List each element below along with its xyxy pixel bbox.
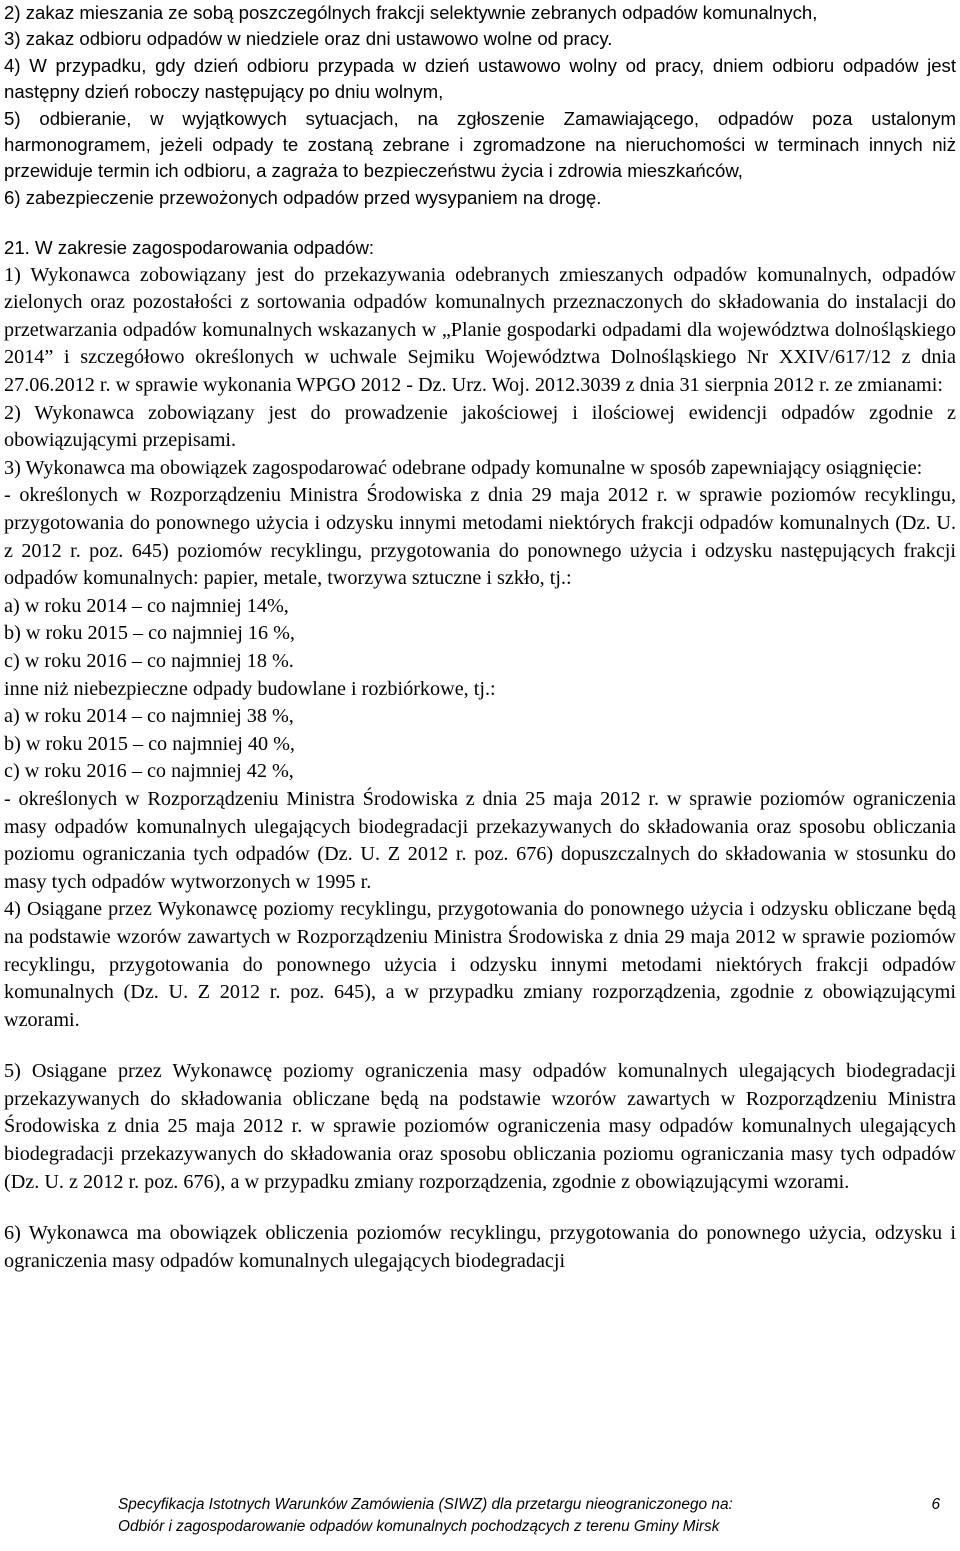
paragraph-item-5: 5) odbieranie, w wyjątkowych sytuacjach, na zgłoszenie Zamawiającego, odpadów poza ustalonym harmonogramem, jeżeli odpady te zostaną zebrane i zgromadzone na nieruchomości w terminach innych niż przewiduje termin ich odbioru, a zagraża to bezpieczeństwu życia i zdrowia mieszkańców, [4, 107, 956, 182]
paragraph-21-item-2: 2) Wykonawca zobowiązany jest do prowadzenie jakościowej i ilościowej ewidencji odpadów zgodnie z obowiązującymi przepisami. [4, 401, 956, 452]
footer-line-1: Specyfikacja Istotnych Warunków Zamówienia (SIWZ) dla przetargu nieograniczonego na: [118, 1496, 733, 1513]
page-number: 6 [931, 1496, 940, 1513]
footer-line-2: Odbiór i zagospodarowanie odpadów komunalnych pochodzących z terenu Gminy Mirsk [118, 1518, 720, 1535]
page-footer [118, 1494, 948, 1538]
paragraph-item-2: 2) zakaz mieszania ze sobą poszczególnych frakcji selektywnie zebranych odpadów komunalnych, [4, 2, 818, 23]
paragraph-21-item-5: 5) Osiągane przez Wykonawcę poziomy ograniczenia masy odpadów komunalnych ulegających biodegradacji przekazywanych do składowania obliczane będą na podstawie wzorów zawartych w Rozporządzeniu Ministra Środowiska z dnia 25 maja 2012 r. w sprawie poziomów ograniczenia masy odpadów komunalnych ulegających biodegradacji przekazywanych do składowania oraz sposobu obliczania poziomu ograniczania masy tych odpadów (Dz. U. z 2012 r. poz. 676), a w przypadku zmiany rozporządzenia, zgodnie z obowiązującymi wzorami. [4, 1060, 956, 1193]
list-intro-construction-waste: inne niż niebezpieczne odpady budowlane i rozbiórkowe, tj.: [4, 677, 496, 700]
list-item-c: c) w roku 2016 – co najmniej 18 %. [4, 649, 294, 672]
paragraph-item-3: 3) zakaz odbioru odpadów w niedziele oraz dni ustawowo wolne od pracy. [4, 28, 613, 50]
list-item-c-2: c) w roku 2016 – co najmniej 42 %, [4, 760, 294, 783]
list-item-b: b) w roku 2015 – co najmniej 16 %, [4, 622, 295, 645]
paragraph-21-item-3-regulation-2: - określonych w Rozporządzeniu Ministra Środowiska z dnia 25 maja 2012 r. w sprawie poziomów ograniczenia masy odpadów komunalnych ulegających biodegradacji przekazywanych do składowania oraz sposobu obliczania poziomu ograniczania tych odpadów (Dz. U. Z 2012 r. poz. 676) dopuszczalnych do składowania w stosunku do masy tych odpadów wytworzonych w 1995 r. [4, 787, 956, 893]
paragraph-21-item-3-regulation-1: - określonych w Rozporządzeniu Ministra Środowiska z dnia 29 maja 2012 r. w sprawie poziomów recyklingu, przygotowania do ponownego użycia i odzysku innymi metodami niektórych frakcji odpadów komunalnych (Dz. U. z 2012 r. poz. 645) poziomów recyklingu, przygotowania do ponownego użycia i odzysku następujących frakcji odpadów komunalnych: papier, metale, tworzywa sztuczne i szkło, tj.: [4, 484, 956, 590]
list-item-b-2: b) w roku 2015 – co najmniej 40 %, [4, 732, 295, 755]
paragraph-item-6: 6) zabezpieczenie przewożonych odpadów przed wysypaniem na drogę. [4, 186, 602, 208]
section-21-heading: 21. W zakresie zagospodarowania odpadów: [4, 237, 375, 259]
paragraph-21-item-6: 6) Wykonawca ma obowiązek obliczenia poziomów recyklingu, przygotowania do ponownego użycia, odzysku i ograniczenia masy odpadów komunalnych ulegających biodegradacji [4, 1222, 956, 1272]
paragraph-21-item-4: 4) Osiągane przez Wykonawcę poziomy recyklingu, przygotowania do ponownego użycia i odzysku obliczane będą na podstawie wzorów zawartych w Rozporządzeniu Ministra Środowiska z dnia 29 maja 2012 w sprawie poziomów recyklingu, przygotowania do ponownego użycia i odzysku innymi metodami niektórych frakcji odpadów komunalnych (Dz. U. Z 2012 r. poz. 645), a w przypadku zmiany rozporządzenia, zgodnie z obowiązującymi wzorami. [4, 898, 956, 1031]
list-item-a-2: a) w roku 2014 – co najmniej 38 %, [4, 705, 294, 728]
paragraph-21-item-3-intro: 3) Wykonawca ma obowiązek zagospodarować odebrane odpady komunalne w sposób zapewniający osiągnięcie: [4, 456, 923, 479]
paragraph-item-4: 4) W przypadku, gdy dzień odbioru przypada w dzień ustawowo wolny od pracy, dniem odbioru odpadów jest następny dzień roboczy następujący po dniu wolnym, [4, 54, 956, 103]
document-body [4, 0, 956, 1275]
paragraph-21-item-1: 1) Wykonawca zobowiązany jest do przekazywania odebranych zmieszanych odpadów komunalnych, odpadów zielonych oraz pozostałości z sortowania odpadów komunalnych przeznaczonych do składowania do instalacji do przetwarzania odpadów komunalnych wskazanych w „Planie gospodarki odpadami dla województwa dolnośląskiego 2014” i szczegółowo określonych w uchwale Sejmiku Województwa Dolnośląskiego Nr XXIV/617/12 z dnia 27.06.2012 r. w sprawie wykonania WPGO 2012 - Dz. Urz. Woj. 2012.3039 z dnia 31 sierpnia 2012 r. ze zmianami: [4, 263, 956, 397]
list-item-a: a) w roku 2014 – co najmniej 14%, [4, 594, 289, 617]
